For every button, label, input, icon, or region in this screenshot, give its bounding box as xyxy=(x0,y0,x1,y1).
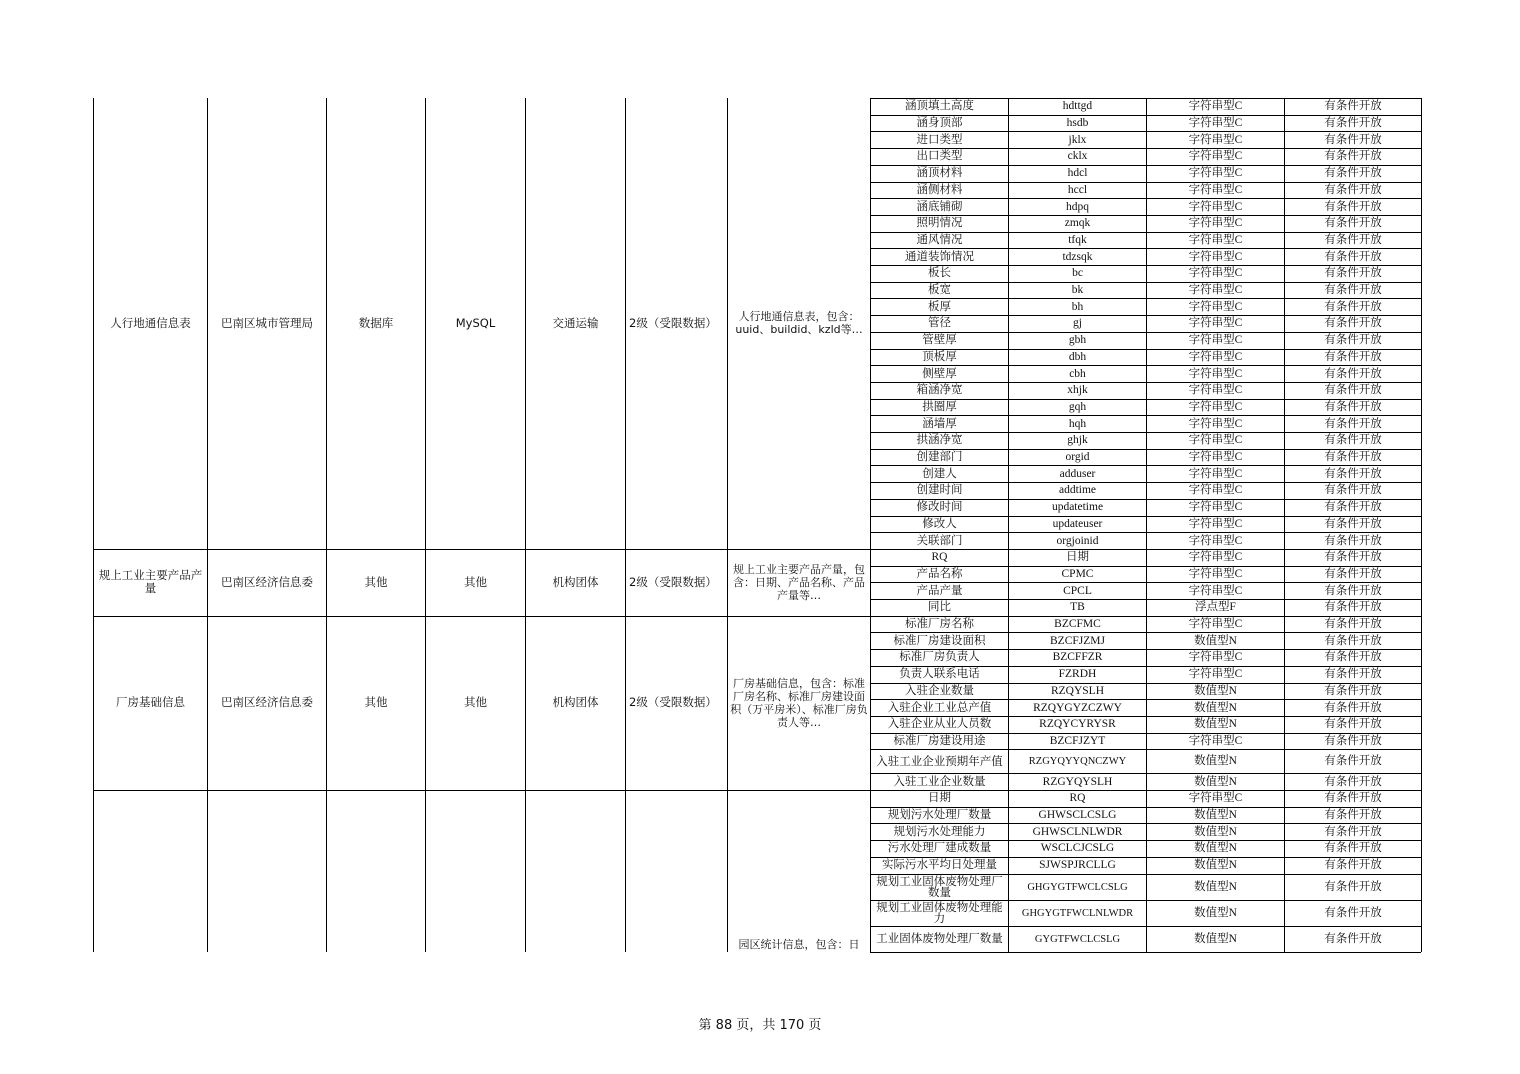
field-open-status: 有条件开放 xyxy=(1324,859,1382,872)
field-type: 数值型N xyxy=(1194,842,1237,855)
field-type: 字符串型C xyxy=(1188,792,1243,805)
field-type: 字符串型C xyxy=(1188,117,1243,130)
system-type-cell: 其他 xyxy=(364,574,388,589)
field-cn-name: 涵墙厚 xyxy=(922,417,957,430)
field-open-status: 有条件开放 xyxy=(1324,718,1382,731)
field-type: 字符串型C xyxy=(1188,417,1243,430)
field-code: orgjoinid xyxy=(1056,534,1099,547)
field-cn-name: 顶板厚 xyxy=(922,350,957,363)
description-cell: 规上工业主要产品产量，包含：日期、产品名称、产品产量等… xyxy=(733,562,865,602)
field-cn-name: 污水处理厂建成数量 xyxy=(887,842,992,855)
field-cn-name: 入驻企业从业人员数 xyxy=(887,718,992,731)
field-code: RZQYGYZCZWY xyxy=(1033,701,1122,714)
field-code: zmqk xyxy=(1064,217,1091,230)
field-type: 字符串型C xyxy=(1188,451,1243,464)
field-type: 字符串型C xyxy=(1188,367,1243,380)
field-open-status: 有条件开放 xyxy=(1324,809,1382,822)
field-type: 数值型N xyxy=(1194,634,1237,647)
field-code: hsdb xyxy=(1066,117,1089,130)
field-type: 字符串型C xyxy=(1188,734,1243,747)
column-divider xyxy=(1421,98,1422,952)
system-type-cell: 数据库 xyxy=(358,315,394,330)
field-cn-name: 入驻企业工业总产值 xyxy=(887,701,992,714)
field-cn-name: 产品产量 xyxy=(916,584,963,597)
field-cn-name: 规划工业固体废物处理厂数量 xyxy=(876,875,1003,899)
field-cn-name: 规划工业固体废物处理能力 xyxy=(876,901,1003,925)
field-open-status: 有条件开放 xyxy=(1324,267,1382,280)
field-code: dbh xyxy=(1068,350,1087,363)
field-open-status: 有条件开放 xyxy=(1324,551,1382,564)
field-type: 数值型N xyxy=(1194,684,1237,697)
field-cn-name: 通风情况 xyxy=(916,233,963,246)
field-code: bk xyxy=(1071,284,1084,297)
field-type: 数值型N xyxy=(1194,932,1237,945)
field-open-status: 有条件开放 xyxy=(1324,117,1382,130)
field-open-status: 有条件开放 xyxy=(1324,317,1382,330)
field-cn-name: 关联部门 xyxy=(916,534,963,547)
field-open-status: 有条件开放 xyxy=(1324,792,1382,805)
field-open-status: 有条件开放 xyxy=(1324,567,1382,580)
field-cn-name: 标准厂房名称 xyxy=(905,618,974,631)
field-open-status: 有条件开放 xyxy=(1324,825,1382,838)
field-open-status: 有条件开放 xyxy=(1324,484,1382,497)
field-code: 日期 xyxy=(1066,551,1089,564)
field-code: SJWSPJRCLLG xyxy=(1039,859,1116,872)
field-cn-name: 入驻工业企业数量 xyxy=(893,775,986,788)
field-cn-name: 工业固体废物处理厂数量 xyxy=(876,933,1003,945)
field-open-status: 有条件开放 xyxy=(1324,755,1382,768)
field-type: 字符串型C xyxy=(1188,250,1243,263)
field-cn-name: 涵顶填土高度 xyxy=(905,100,974,113)
field-cn-name: 同比 xyxy=(928,601,951,614)
field-type: 数值型N xyxy=(1194,859,1237,872)
field-code: BZCFFZR xyxy=(1052,651,1103,664)
field-open-status: 有条件开放 xyxy=(1324,618,1382,631)
field-type: 字符串型C xyxy=(1188,350,1243,363)
field-cn-name: 涵身顶部 xyxy=(916,117,963,130)
field-code: hqh xyxy=(1068,417,1087,430)
field-cn-name: 拱圈厚 xyxy=(922,400,957,413)
field-code: RZGYQYYQNCZWY xyxy=(1028,756,1127,768)
field-open-status: 有条件开放 xyxy=(1324,150,1382,163)
field-open-status: 有条件开放 xyxy=(1324,384,1382,397)
db-type-cell: MySQL xyxy=(455,315,496,330)
field-cn-name: 入驻工业企业预期年产值 xyxy=(876,755,1003,768)
field-open-status: 有条件开放 xyxy=(1324,584,1382,597)
department-cell xyxy=(208,790,326,952)
field-type: 字符串型C xyxy=(1188,167,1243,180)
field-open-status: 有条件开放 xyxy=(1324,217,1382,230)
db-type-cell xyxy=(426,790,525,952)
level-cell: 2级（受限数据） xyxy=(629,574,717,589)
field-cn-name: 管壁厚 xyxy=(922,334,957,347)
field-code: ghjk xyxy=(1067,434,1088,447)
field-type: 字符串型C xyxy=(1188,618,1243,631)
field-code: adduser xyxy=(1059,467,1096,480)
field-cn-name: 规划污水处理厂数量 xyxy=(887,809,992,822)
field-cn-name: 照明情况 xyxy=(916,217,963,230)
resource-name-cell: 人行地通信息表 xyxy=(110,315,191,330)
field-type: 字符串型C xyxy=(1188,584,1243,597)
field-type: 数值型N xyxy=(1194,775,1237,788)
domain-cell: 交通运输 xyxy=(552,315,599,330)
field-type: 数值型N xyxy=(1194,718,1237,731)
level-cell: 2级（受限数据） xyxy=(629,315,717,330)
field-code: RZQYSLH xyxy=(1050,684,1105,697)
field-open-status: 有条件开放 xyxy=(1324,133,1382,146)
field-cn-name: 产品名称 xyxy=(916,567,963,580)
field-cn-name: 创建部门 xyxy=(916,451,963,464)
field-code: hccl xyxy=(1067,183,1088,196)
field-type: 数值型N xyxy=(1194,701,1237,714)
field-code: GHGYGTFWCLCSLG xyxy=(1027,881,1128,893)
field-open-status: 有条件开放 xyxy=(1324,701,1382,714)
field-type: 字符串型C xyxy=(1188,551,1243,564)
field-cn-name: 修改时间 xyxy=(916,501,963,514)
resource-name-cell: 规上工业主要产品产量 xyxy=(98,568,203,596)
field-open-status: 有条件开放 xyxy=(1324,167,1382,180)
field-type: 字符串型C xyxy=(1188,501,1243,514)
field-type: 数值型N xyxy=(1194,880,1237,893)
field-type: 浮点型F xyxy=(1195,601,1236,614)
field-type: 字符串型C xyxy=(1188,334,1243,347)
field-cn-name: 箱涵净宽 xyxy=(916,384,963,397)
field-open-status: 有条件开放 xyxy=(1324,467,1382,480)
domain-cell: 机构团体 xyxy=(552,574,599,589)
field-code: gqh xyxy=(1068,400,1087,413)
row-divider xyxy=(870,952,1421,953)
field-open-status: 有条件开放 xyxy=(1324,350,1382,363)
description-cell: 厂房基础信息，包含：标准厂房名称、标准厂房建设面积（万平房米）、标准厂房负责人等… xyxy=(730,676,868,729)
field-type: 字符串型C xyxy=(1188,133,1243,146)
resource-name-cell: 厂房基础信息 xyxy=(116,695,185,710)
field-code: BZCFJZYT xyxy=(1049,734,1106,747)
field-type: 字符串型C xyxy=(1188,217,1243,230)
department-cell: 巴南区经济信息委 xyxy=(221,574,313,589)
field-type: 字符串型C xyxy=(1188,517,1243,530)
field-open-status: 有条件开放 xyxy=(1324,183,1382,196)
field-type: 字符串型C xyxy=(1188,233,1243,246)
field-type: 字符串型C xyxy=(1188,467,1243,480)
field-open-status: 有条件开放 xyxy=(1324,684,1382,697)
field-type: 字符串型C xyxy=(1188,651,1243,664)
field-open-status: 有条件开放 xyxy=(1324,417,1382,430)
field-code: RZGYQYSLH xyxy=(1042,775,1113,788)
field-type: 字符串型C xyxy=(1188,434,1243,447)
field-cn-name: 负责人联系电话 xyxy=(899,668,980,681)
description-cell: 园区统计信息，包含：日 xyxy=(738,937,860,951)
field-code: updatetime xyxy=(1051,501,1104,514)
field-code: updateuser xyxy=(1052,517,1103,530)
field-code: hdcl xyxy=(1067,167,1088,180)
system-type-cell xyxy=(327,790,425,952)
field-cn-name: 涵顶材料 xyxy=(916,167,963,180)
field-cn-name: 创建人 xyxy=(922,467,957,480)
level-cell: 2级（受限数据） xyxy=(629,695,717,710)
field-open-status: 有条件开放 xyxy=(1324,451,1382,464)
page-footer: 第 88 页，共 170 页 xyxy=(698,1018,822,1033)
field-code: GYGTFWCLCSLG xyxy=(1034,933,1121,945)
field-cn-name: 涵底铺砌 xyxy=(916,200,963,213)
field-cn-name: 标准厂房建设面积 xyxy=(893,634,986,647)
field-cn-name: 涵侧材料 xyxy=(916,183,963,196)
domain-cell: 机构团体 xyxy=(552,695,599,710)
field-type: 字符串型C xyxy=(1188,668,1243,681)
field-open-status: 有条件开放 xyxy=(1324,200,1382,213)
field-code: hdttgd xyxy=(1062,100,1093,113)
field-code: WSCLCJCSLG xyxy=(1040,842,1115,855)
field-type: 字符串型C xyxy=(1188,284,1243,297)
field-cn-name: 修改人 xyxy=(922,517,957,530)
domain-cell xyxy=(526,790,625,952)
field-code: GHWSCLCSLG xyxy=(1038,809,1117,822)
field-cn-name: RQ xyxy=(931,551,948,564)
field-cn-name: 板宽 xyxy=(928,284,951,297)
field-open-status: 有条件开放 xyxy=(1324,233,1382,246)
department-cell: 巴南区经济信息委 xyxy=(221,695,313,710)
field-open-status: 有条件开放 xyxy=(1324,634,1382,647)
field-open-status: 有条件开放 xyxy=(1324,284,1382,297)
field-code: BZCFJZMJ xyxy=(1050,634,1105,647)
field-code: RQ xyxy=(1069,792,1086,805)
field-type: 字符串型C xyxy=(1188,150,1243,163)
field-open-status: 有条件开放 xyxy=(1324,300,1382,313)
field-code: gj xyxy=(1073,317,1082,330)
field-code: tdzsqk xyxy=(1062,250,1093,263)
field-type: 字符串型C xyxy=(1188,183,1243,196)
field-open-status: 有条件开放 xyxy=(1324,906,1382,919)
field-code: RZQYCYRYSR xyxy=(1039,718,1116,731)
field-open-status: 有条件开放 xyxy=(1324,601,1382,614)
field-code: hdpq xyxy=(1066,200,1089,213)
field-open-status: 有条件开放 xyxy=(1324,250,1382,263)
field-code: CPMC xyxy=(1061,567,1094,580)
field-type: 字符串型C xyxy=(1188,267,1243,280)
field-cn-name: 实际污水平均日处理量 xyxy=(882,859,997,872)
field-cn-name: 标准厂房建设用途 xyxy=(893,734,986,747)
field-code: orgid xyxy=(1065,451,1090,464)
field-code: cbh xyxy=(1069,367,1086,380)
field-cn-name: 出口类型 xyxy=(916,150,963,163)
db-type-cell: 其他 xyxy=(464,695,487,710)
field-cn-name: 进口类型 xyxy=(916,133,963,146)
field-cn-name: 板厚 xyxy=(928,300,951,313)
field-open-status: 有条件开放 xyxy=(1324,517,1382,530)
field-type: 数值型N xyxy=(1194,755,1237,768)
field-cn-name: 入驻企业数量 xyxy=(905,684,974,697)
description-cell: 人行地通信息表，包含：uuid、buildid、kzld等… xyxy=(735,310,863,337)
field-cn-name: 侧壁厚 xyxy=(922,367,957,380)
field-code: gbh xyxy=(1068,334,1087,347)
field-open-status: 有条件开放 xyxy=(1324,734,1382,747)
field-open-status: 有条件开放 xyxy=(1324,842,1382,855)
field-open-status: 有条件开放 xyxy=(1324,434,1382,447)
department-cell: 巴南区城市管理局 xyxy=(221,315,313,330)
field-type: 字符串型C xyxy=(1188,300,1243,313)
field-code: cklx xyxy=(1067,150,1088,163)
field-open-status: 有条件开放 xyxy=(1324,932,1382,945)
field-code: TB xyxy=(1070,601,1085,614)
field-open-status: 有条件开放 xyxy=(1324,100,1382,113)
field-code: CPCL xyxy=(1063,584,1092,597)
field-code: BZCFMC xyxy=(1054,618,1101,631)
resource-name-cell xyxy=(94,790,207,952)
field-type: 字符串型C xyxy=(1188,567,1243,580)
field-open-status: 有条件开放 xyxy=(1324,400,1382,413)
field-type: 数值型N xyxy=(1194,906,1237,919)
field-open-status: 有条件开放 xyxy=(1324,651,1382,664)
field-type: 数值型N xyxy=(1194,809,1237,822)
field-code: GHGYGTFWCLNLWDR xyxy=(1021,907,1134,919)
field-cn-name: 规划污水处理能力 xyxy=(893,825,986,838)
field-open-status: 有条件开放 xyxy=(1324,668,1382,681)
field-code: FZRDH xyxy=(1058,668,1097,681)
field-type: 字符串型C xyxy=(1188,200,1243,213)
field-open-status: 有条件开放 xyxy=(1324,880,1382,893)
field-type: 字符串型C xyxy=(1188,317,1243,330)
field-cn-name: 创建时间 xyxy=(916,484,963,497)
field-code: xhjk xyxy=(1067,384,1088,397)
field-cn-name: 通道装饰情况 xyxy=(905,250,974,263)
field-cn-name: 标准厂房负责人 xyxy=(899,651,980,664)
field-type: 字符串型C xyxy=(1188,384,1243,397)
field-cn-name: 管径 xyxy=(928,317,951,330)
field-cn-name: 板长 xyxy=(928,267,951,280)
field-type: 字符串型C xyxy=(1188,400,1243,413)
field-code: addtime xyxy=(1058,484,1097,497)
field-code: tfqk xyxy=(1068,233,1087,246)
field-code: bh xyxy=(1071,300,1084,313)
field-code: bc xyxy=(1072,267,1083,280)
field-type: 字符串型C xyxy=(1188,484,1243,497)
field-code: GHWSCLNLWDR xyxy=(1032,825,1123,838)
field-type: 字符串型C xyxy=(1188,534,1243,547)
field-open-status: 有条件开放 xyxy=(1324,367,1382,380)
system-type-cell: 其他 xyxy=(364,695,388,710)
field-open-status: 有条件开放 xyxy=(1324,775,1382,788)
field-type: 数值型N xyxy=(1194,825,1237,838)
field-open-status: 有条件开放 xyxy=(1324,501,1382,514)
field-open-status: 有条件开放 xyxy=(1324,534,1382,547)
level-cell xyxy=(626,790,727,952)
field-code: jklx xyxy=(1068,133,1087,146)
field-open-status: 有条件开放 xyxy=(1324,334,1382,347)
db-type-cell: 其他 xyxy=(464,574,487,589)
field-cn-name: 拱涵净宽 xyxy=(916,434,963,447)
field-cn-name: 日期 xyxy=(928,792,951,805)
field-type: 字符串型C xyxy=(1188,100,1243,113)
